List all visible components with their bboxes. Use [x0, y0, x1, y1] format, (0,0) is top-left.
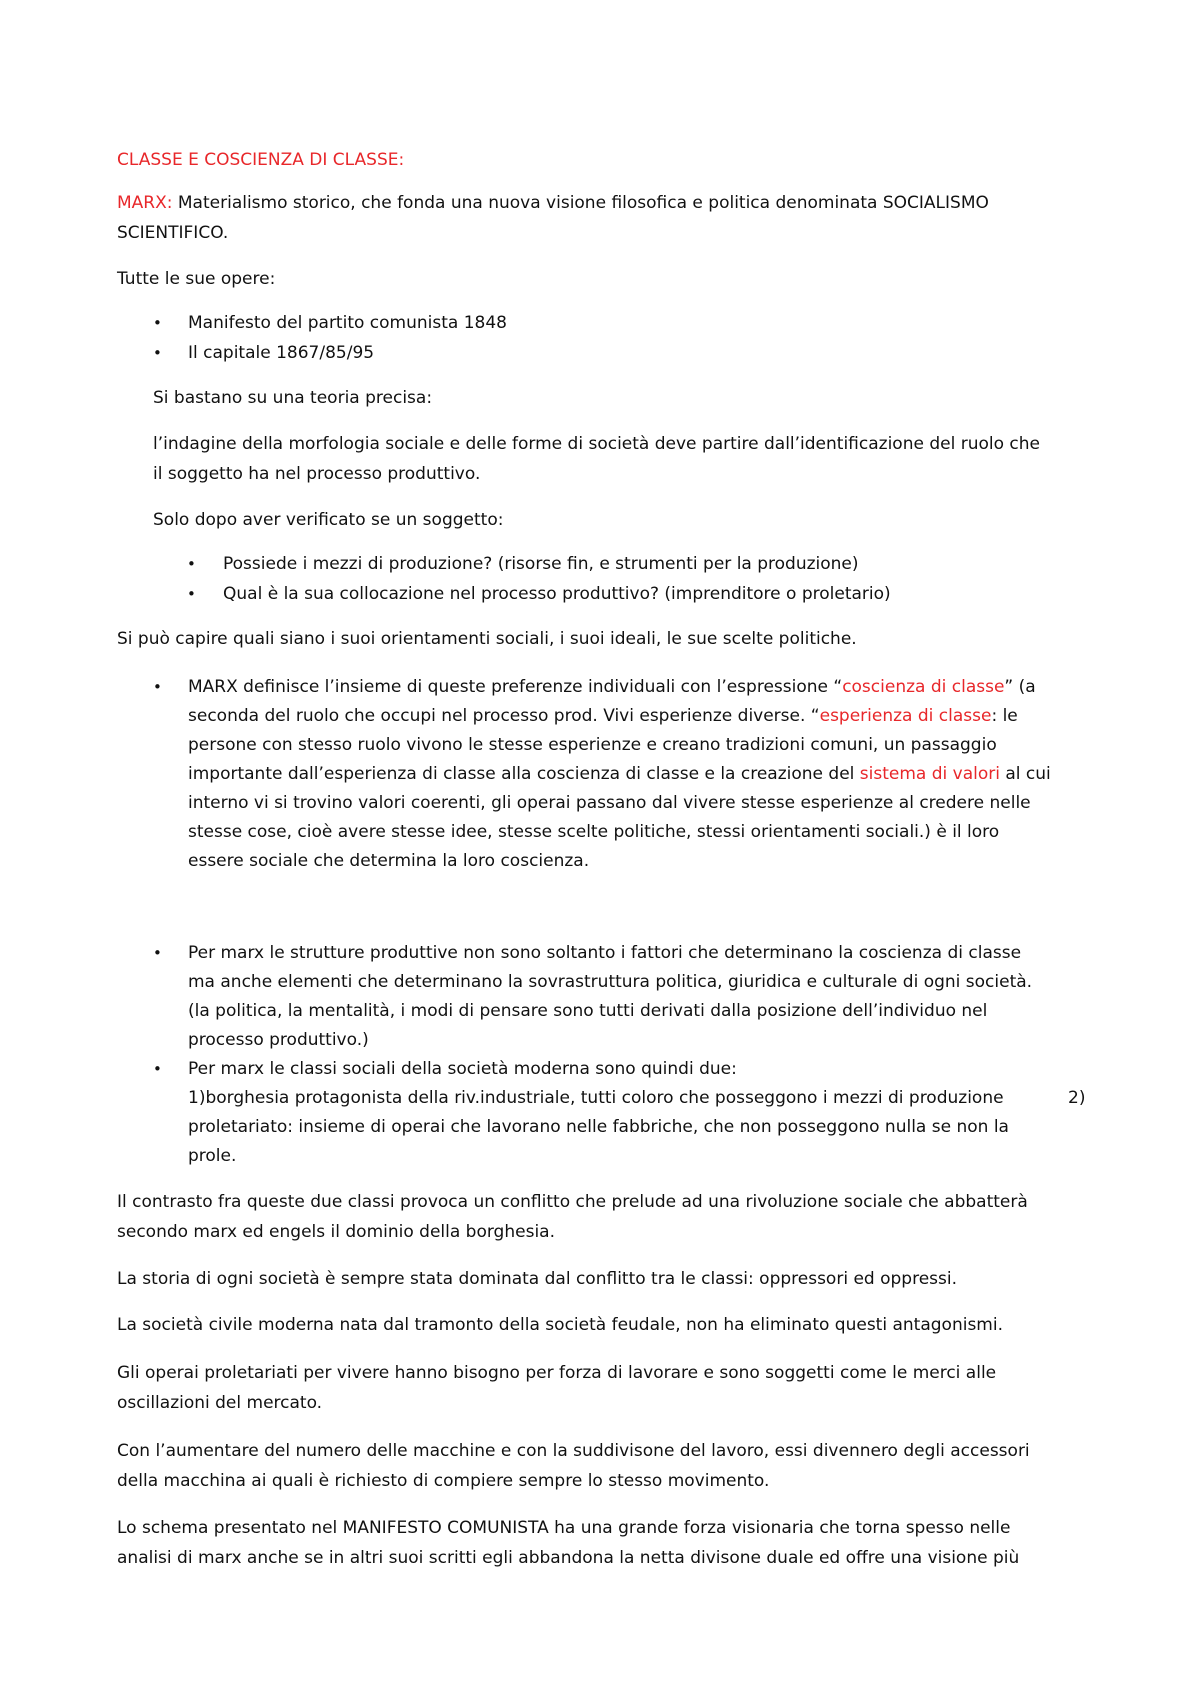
intro-line-1 [117, 191, 989, 215]
paragraph-1-line-2: secondo marx ed engels il dominio della borghesia. [117, 1222, 555, 1242]
list-item-text: Possiede i mezzi di produzione? (risorse fin, e strumenti per la produzione) [223, 554, 859, 574]
marx-bullet-line-6: stesse cose, cioè avere stesse idee, stesse scelte politiche, stessi orientamenti sociali.) è il loro [188, 822, 1000, 842]
paragraph-1-line-1: Il contrasto fra queste due classi provoca un conflitto che prelude ad una rivoluzione sociale che abbatterà [117, 1192, 1028, 1212]
paragraph-6-line-1: Lo schema presentato nel MANIFESTO COMUNISTA ha una grande forza visionaria che torna spesso nelle [117, 1518, 1011, 1538]
theory-line-2: l’indagine della morfologia sociale e delle forme di società deve partire dall’identificazione del ruolo che [153, 434, 1040, 454]
structures-line-2: ma anche elementi che determinano la sovrastruttura politica, giuridica e culturale di ogni società. [188, 972, 1033, 992]
classes-line-2-marker: 2) [1068, 1088, 1086, 1108]
bullet-icon: • [187, 585, 196, 603]
marx-bullet-line-3: persone con stesso ruolo vivono le stesse esperienze e creano tradizioni comuni, un passaggio [188, 735, 997, 755]
theory-line-3: il soggetto ha nel processo produttivo. [153, 464, 481, 484]
text-run: importante dall’esperienza di classe alla coscienza di classe e la creazione del [188, 764, 860, 784]
classes-line-4: prole. [188, 1146, 237, 1166]
term-esperienza-di-classe: esperienza di classe [819, 706, 992, 726]
bullet-icon: • [153, 678, 162, 696]
paragraph-5-line-1: Con l’aumentare del numero delle macchine e con la suddivisone del lavoro, essi divennero degli accessori [117, 1441, 1030, 1461]
list-item-text: Il capitale 1867/85/95 [188, 343, 375, 363]
bullet-icon: • [153, 314, 162, 332]
text-run: : le [991, 706, 1018, 726]
marx-bullet-line-4 [188, 762, 1051, 786]
classes-line-1: Per marx le classi sociali della società moderna sono quindi due: [188, 1059, 737, 1079]
intro-text: Materialismo storico, che fonda una nuova visione filosofica e politica denominata SOCIALISMO [177, 193, 989, 213]
text-run: MARX definisce l’insieme di queste preferenze individuali con l’espressione “ [188, 677, 843, 697]
works-intro: Tutte le sue opere: [117, 269, 276, 289]
conclusion-line: Si può capire quali siano i suoi orientamenti sociali, i suoi ideali, le sue scelte politiche. [117, 629, 857, 649]
marx-bullet-line-7: essere sociale che determina la loro coscienza. [188, 851, 590, 871]
classes-line-2: 1)borghesia protagonista della riv.industriale, tutti coloro che posseggono i mezzi di produzione [188, 1088, 1004, 1108]
paragraph-4-line-2: oscillazioni del mercato. [117, 1393, 323, 1413]
marx-bullet-line-2 [188, 704, 1018, 728]
list-item-text: Qual è la sua collocazione nel processo produttivo? (imprenditore o proletario) [223, 584, 891, 604]
bullet-icon: • [187, 555, 196, 573]
paragraph-5-line-2: della macchina ai quali è richiesto di compiere sempre lo stesso movimento. [117, 1471, 770, 1491]
intro-line-2: SCIENTIFICO. [117, 223, 229, 243]
marx-bullet-line-1 [188, 675, 1036, 699]
text-run: ” (a [1004, 677, 1036, 697]
bullet-icon: • [153, 344, 162, 362]
text-run: al cui [999, 764, 1051, 784]
bullet-icon: • [153, 944, 162, 962]
structures-line-4: processo produttivo.) [188, 1030, 369, 1050]
list-item-text: Manifesto del partito comunista 1848 [188, 313, 507, 333]
paragraph-6-line-2: analisi di marx anche se in altri suoi scritti egli abbandona la netta divisone duale ed offre una visione più [117, 1548, 1020, 1568]
classes-line-3: proletariato: insieme di operai che lavorano nelle fabbriche, che non posseggono nulla se non la [188, 1117, 1009, 1137]
bullet-icon: • [153, 1060, 162, 1078]
marx-label: MARX: [117, 193, 173, 213]
page-heading: CLASSE E COSCIENZA DI CLASSE: [117, 150, 405, 170]
theory-line-4: Solo dopo aver verificato se un soggetto: [153, 510, 504, 530]
paragraph-2: La storia di ogni società è sempre stata dominata dal conflitto tra le classi: oppressori ed oppressi. [117, 1269, 958, 1289]
structures-line-3: (la politica, la mentalità, i modi di pensare sono tutti derivati dalla posizione dell’individuo nel [188, 1001, 988, 1021]
term-sistema-di-valori: sistema di valori [859, 764, 1000, 784]
structures-line-1: Per marx le strutture produttive non sono soltanto i fattori che determinano la coscienza di classe [188, 943, 1022, 963]
term-coscienza-di-classe: coscienza di classe [842, 677, 1005, 697]
paragraph-3: La società civile moderna nata dal tramonto della società feudale, non ha eliminato questi antagonismi. [117, 1315, 1003, 1335]
theory-line-1: Si bastano su una teoria precisa: [153, 388, 433, 408]
marx-bullet-line-5: interno vi si trovino valori coerenti, gli operai passano dal vivere stesse esperienze al credere nelle [188, 793, 1031, 813]
paragraph-4-line-1: Gli operai proletariati per vivere hanno bisogno per forza di lavorare e sono soggetti come le merci alle [117, 1363, 997, 1383]
text-run: seconda del ruolo che occupi nel processo prod. Vivi esperienze diverse. “ [188, 706, 820, 726]
